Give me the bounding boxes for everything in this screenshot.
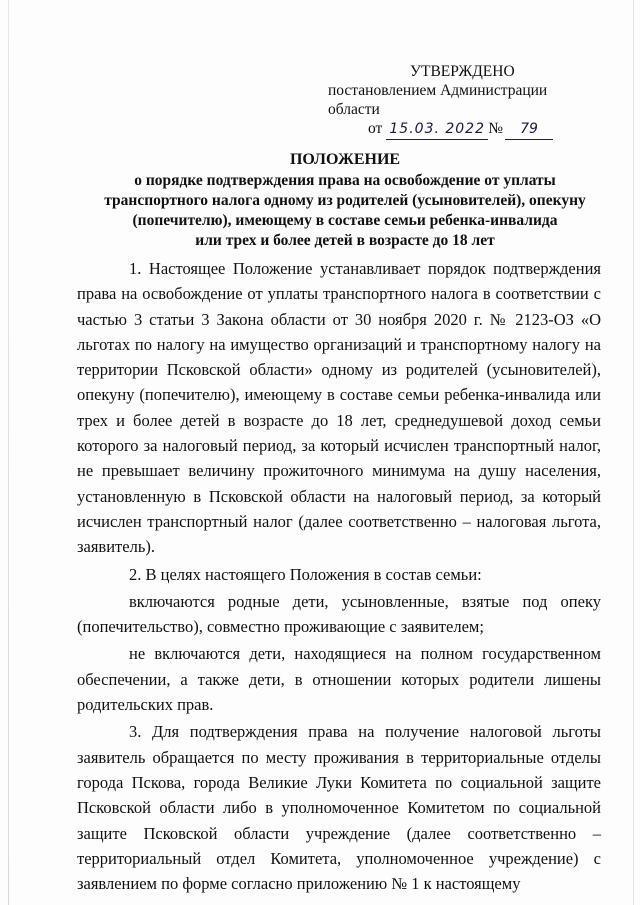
title-line-4: или трех и более детей в возрасте до 18 лет xyxy=(195,232,495,249)
paragraph-2: 2. В целях настоящего Положения в состав семьи: xyxy=(129,564,482,584)
title-line-1: о порядке подтверждения права на освобождение от уплаты xyxy=(134,172,556,189)
document-title-block xyxy=(95,150,595,251)
title-line-2: транспортного налога одному из родителей (усыновителей), опекуну xyxy=(104,192,586,209)
paragraph-5: 3. Для подтверждения права на получение налоговой льготы заявитель обращается по месту проживания в территориальные отделы города Пскова, города Великие Луки Комитета по социальной защите Псковской области либо в уполномоченное Комитетом по социальной защите Псковской области учреждение (далее соответственно – территориальный отдел Комитета, уполномоченное учреждение) с заявлением по форме согласно приложению № 1 к настоящему xyxy=(77,722,601,894)
paragraph-3: включаются родные дети, усыновленные, взятые под опеку (попечительство), совместно проживающие с заявителем; xyxy=(77,591,601,637)
approval-stamp-block xyxy=(320,62,600,140)
handwritten-number: 79 xyxy=(505,120,553,140)
title-line-3: (попечителю), имеющему в составе семьи ребенка-инвалида xyxy=(132,212,558,229)
approval-heading: УТВЕРЖДЕНО xyxy=(410,63,515,80)
document-body xyxy=(77,256,601,896)
scan-edge-right xyxy=(633,0,634,905)
approval-by-line: постановлением Администрации области xyxy=(328,82,548,118)
from-label: от xyxy=(368,120,383,137)
document-heading: ПОЛОЖЕНИЕ xyxy=(289,151,401,168)
handwritten-date: 15.03. 2022 xyxy=(386,120,488,140)
paragraph-4: не включаются дети, находящиеся на полном государственном обеспечении, а также дети, в отношении которых родители лишены родительских прав. xyxy=(77,644,601,715)
number-sign: № xyxy=(488,120,503,137)
paragraph-1: 1. Настоящее Положение устанавливает порядок подтверждения права на освобождение от уплаты транспортного налога в соответствии с частью 3 статьи 3 Закона области от 30 ноября 2020 г. № 2123-ОЗ «О льготах по налогу на имущество организаций и транспортному налогу на территории Псковской области» одному из родителей (усыновителей), опекуну (попечителю), имеющему в составе семьи ребенка-инвалида или трех и более детей в возрасте до 18 лет, среднедушевой доход семьи которого за налоговый период, за который исчислен транспортный налог, не превышает величину прожиточного минимума на душу населения, установленную в Псковской области на налоговый период, за который исчислен транспортный налог (далее соответственно – налоговая льгота, заявитель). xyxy=(77,259,601,557)
approval-date-line xyxy=(320,119,600,140)
scan-edge-left xyxy=(8,0,9,905)
